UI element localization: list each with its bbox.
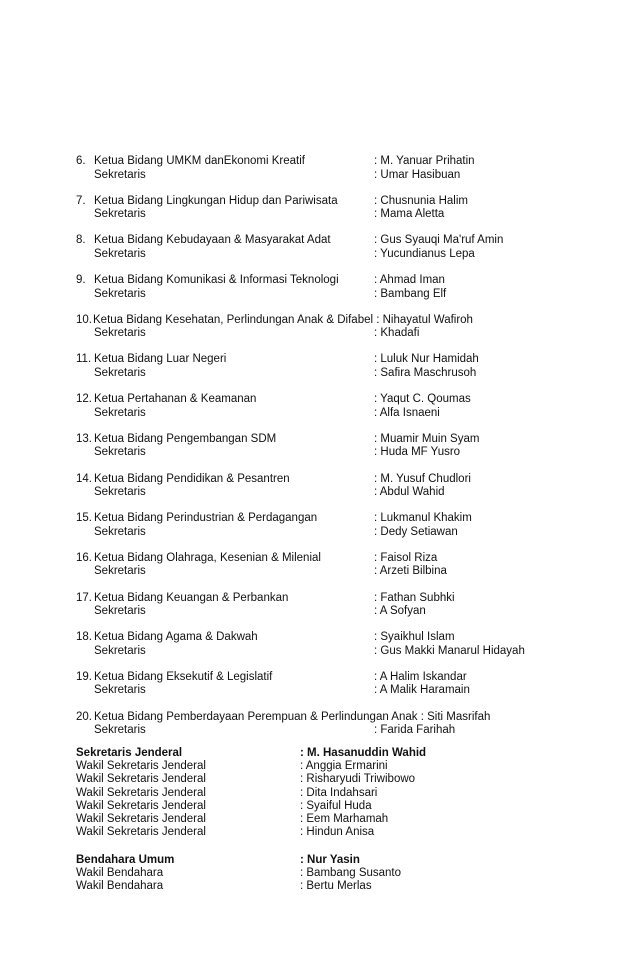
item-number: 14. <box>76 472 92 485</box>
deputy-label: Wakil Sekretaris Jenderal <box>76 773 206 786</box>
deputy-label: Wakil Sekretaris Jenderal <box>76 812 206 825</box>
list-item <box>76 353 616 380</box>
department-title: Ketua Bidang Pemberdayaan Perempuan & Perlindungan Anak : Siti Masrifah <box>94 710 491 723</box>
list-item <box>76 773 576 786</box>
chair-name: : Lukmanul Khakim <box>374 512 472 525</box>
list-item <box>76 274 616 301</box>
department-title: Ketua Bidang Kesehatan, Perlindungan Anak & Difabel : Nihayatul Wafiroh <box>93 313 473 326</box>
item-number: 17. <box>76 591 92 604</box>
item-number: 6. <box>76 155 86 167</box>
chair-name: : M. Yusuf Chudlori <box>374 472 471 485</box>
secretary-name: : A Sofyan <box>374 605 426 618</box>
department-title: Ketua Pertahanan & Keamanan <box>94 393 257 406</box>
deputy-treasurer-label: Wakil Bendahara <box>76 867 164 880</box>
treasurer-label: Bendahara Umum <box>76 854 175 866</box>
secretary-name: : A Malik Haramain <box>374 684 470 697</box>
secretary-label: Sekretaris <box>94 366 146 379</box>
chair-name: : Luluk Nur Hamidah <box>374 353 479 366</box>
department-list <box>76 155 616 750</box>
item-number: 9. <box>76 274 86 287</box>
deputy-name: : Hindun Anisa <box>300 826 375 839</box>
chair-name: : Fathan Subhki <box>374 591 455 604</box>
deputy-treasurer-label: Wakil Bendahara <box>76 880 164 893</box>
secretary-label: Sekretaris <box>94 168 146 181</box>
department-title: Ketua Bidang UMKM danEkonomi Kreatif <box>94 155 305 167</box>
department-title: Ketua Bidang Luar Negeri <box>94 353 227 366</box>
department-title: Ketua Bidang Komunikasi & Informasi Teknologi <box>94 274 339 287</box>
department-title: Ketua Bidang Perindustrian & Perdagangan <box>94 512 318 525</box>
secretary-label: Sekretaris <box>94 247 146 260</box>
department-title: Ketua Bidang Kebudayaan & Masyarakat Adat <box>94 234 331 247</box>
secretary-label: Sekretaris <box>94 486 146 498</box>
chair-name: : Chusnunia Halim <box>374 194 468 207</box>
chair-name: : Faisol Riza <box>374 551 438 564</box>
chair-name: : Syaikhul Islam <box>374 631 455 644</box>
secretary-name: : Bambang Elf <box>374 287 447 300</box>
secretary-label: Sekretaris <box>94 605 146 618</box>
list-item <box>76 433 616 460</box>
secretary-general-section <box>76 747 576 839</box>
list-item <box>76 800 576 813</box>
deputy-treasurer-name: : Bertu Merlas <box>300 880 372 893</box>
secretary-label: Sekretaris <box>94 724 146 737</box>
list-item <box>76 813 576 826</box>
list-item <box>76 880 576 893</box>
item-number: 12. <box>76 393 92 406</box>
item-number: 7. <box>76 194 86 207</box>
deputy-name: : Anggia Ermarini <box>300 760 388 773</box>
list-item <box>76 867 576 880</box>
chair-name: : Yaqut C. Qoumas <box>374 393 471 406</box>
list-item <box>76 195 616 222</box>
secretary-name: : Yucundianus Lepa <box>374 247 475 260</box>
secretary-label: Sekretaris <box>94 406 146 419</box>
secretary-general-name: : M. Hasanuddin Wahid <box>300 747 427 759</box>
deputy-name: : Syaiful Huda <box>300 799 372 812</box>
list-item <box>76 155 616 182</box>
list-item <box>76 314 616 341</box>
secretary-name: : Umar Hasibuan <box>374 168 461 181</box>
chair-name: : Ahmad Iman <box>374 274 445 287</box>
item-number: 15. <box>76 512 92 525</box>
list-item <box>76 473 616 500</box>
secretary-name: : Farida Farihah <box>374 724 456 737</box>
chair-name: : Gus Syauqi Ma'ruf Amin <box>374 234 504 247</box>
secretary-name: : Arzeti Bilbina <box>374 565 447 578</box>
list-item <box>76 552 616 579</box>
department-title: Ketua Bidang Olahraga, Kesenian & Milenial <box>94 551 321 564</box>
secretary-label: Sekretaris <box>94 327 146 340</box>
secretary-label: Sekretaris <box>94 446 146 459</box>
deputy-label: Wakil Sekretaris Jenderal <box>76 786 206 799</box>
deputy-name: : Dita Indahsari <box>300 786 378 799</box>
list-item <box>76 711 616 738</box>
item-number: 19. <box>76 670 92 683</box>
list-item <box>76 592 616 619</box>
list-item <box>76 826 576 839</box>
department-title: Ketua Bidang Lingkungan Hidup dan Pariwisata <box>94 194 338 207</box>
item-number: 20. <box>76 710 92 723</box>
chair-name: : M. Yanuar Prihatin <box>374 155 475 167</box>
list-item <box>76 760 576 773</box>
department-title: Ketua Bidang Eksekutif & Legislatif <box>94 670 273 683</box>
department-title: Ketua Bidang Keuangan & Perbankan <box>94 591 289 604</box>
item-number: 11. <box>76 353 92 366</box>
secretary-label: Sekretaris <box>94 287 146 300</box>
secretary-name: : Safira Maschrusoh <box>374 366 477 379</box>
deputy-name: : Eem Marhamah <box>300 812 389 825</box>
list-item <box>76 393 616 420</box>
secretary-label: Sekretaris <box>94 684 146 697</box>
department-title: Ketua Bidang Pengembangan SDM <box>94 432 277 445</box>
deputy-treasurer-name: : Bambang Susanto <box>300 867 402 880</box>
secretary-label: Sekretaris <box>94 565 146 578</box>
item-number: 18. <box>76 631 92 644</box>
secretary-name: : Mama Aletta <box>374 208 445 221</box>
secretary-label: Sekretaris <box>94 208 146 221</box>
secretary-general-label: Sekretaris Jenderal <box>76 747 183 759</box>
list-item <box>76 631 616 658</box>
secretary-label: Sekretaris <box>94 525 146 538</box>
department-title: Ketua Bidang Pendidikan & Pesantren <box>94 472 290 485</box>
item-number: 16. <box>76 551 92 564</box>
secretary-name: : Huda MF Yusro <box>374 446 461 459</box>
item-number: 13. <box>76 432 92 445</box>
deputy-label: Wakil Sekretaris Jenderal <box>76 799 206 812</box>
chair-name: : Muamir Muin Syam <box>374 432 480 445</box>
secretary-name: : Abdul Wahid <box>374 486 445 498</box>
treasurer-section <box>76 854 576 894</box>
secretary-name: : Gus Makki Manarul Hidayah <box>374 644 525 657</box>
secretary-name: : Alfa Isnaeni <box>374 406 440 419</box>
list-item <box>76 671 616 698</box>
deputy-name: : Risharyudi Triwibowo <box>300 773 416 786</box>
item-number: 10. <box>76 313 92 326</box>
department-title: Ketua Bidang Agama & Dakwah <box>94 631 258 644</box>
list-item <box>76 234 616 261</box>
list-item <box>76 512 616 539</box>
deputy-label: Wakil Sekretaris Jenderal <box>76 826 206 839</box>
item-number: 8. <box>76 234 86 247</box>
secretary-label: Sekretaris <box>94 644 146 657</box>
treasurer-name: : Nur Yasin <box>300 854 360 866</box>
deputy-label: Wakil Sekretaris Jenderal <box>76 760 206 773</box>
secretary-name: : Dedy Setiawan <box>374 525 458 538</box>
secretary-name: : Khadafi <box>374 327 420 340</box>
chair-name: : A Halim Iskandar <box>374 670 467 683</box>
list-item <box>76 787 576 800</box>
